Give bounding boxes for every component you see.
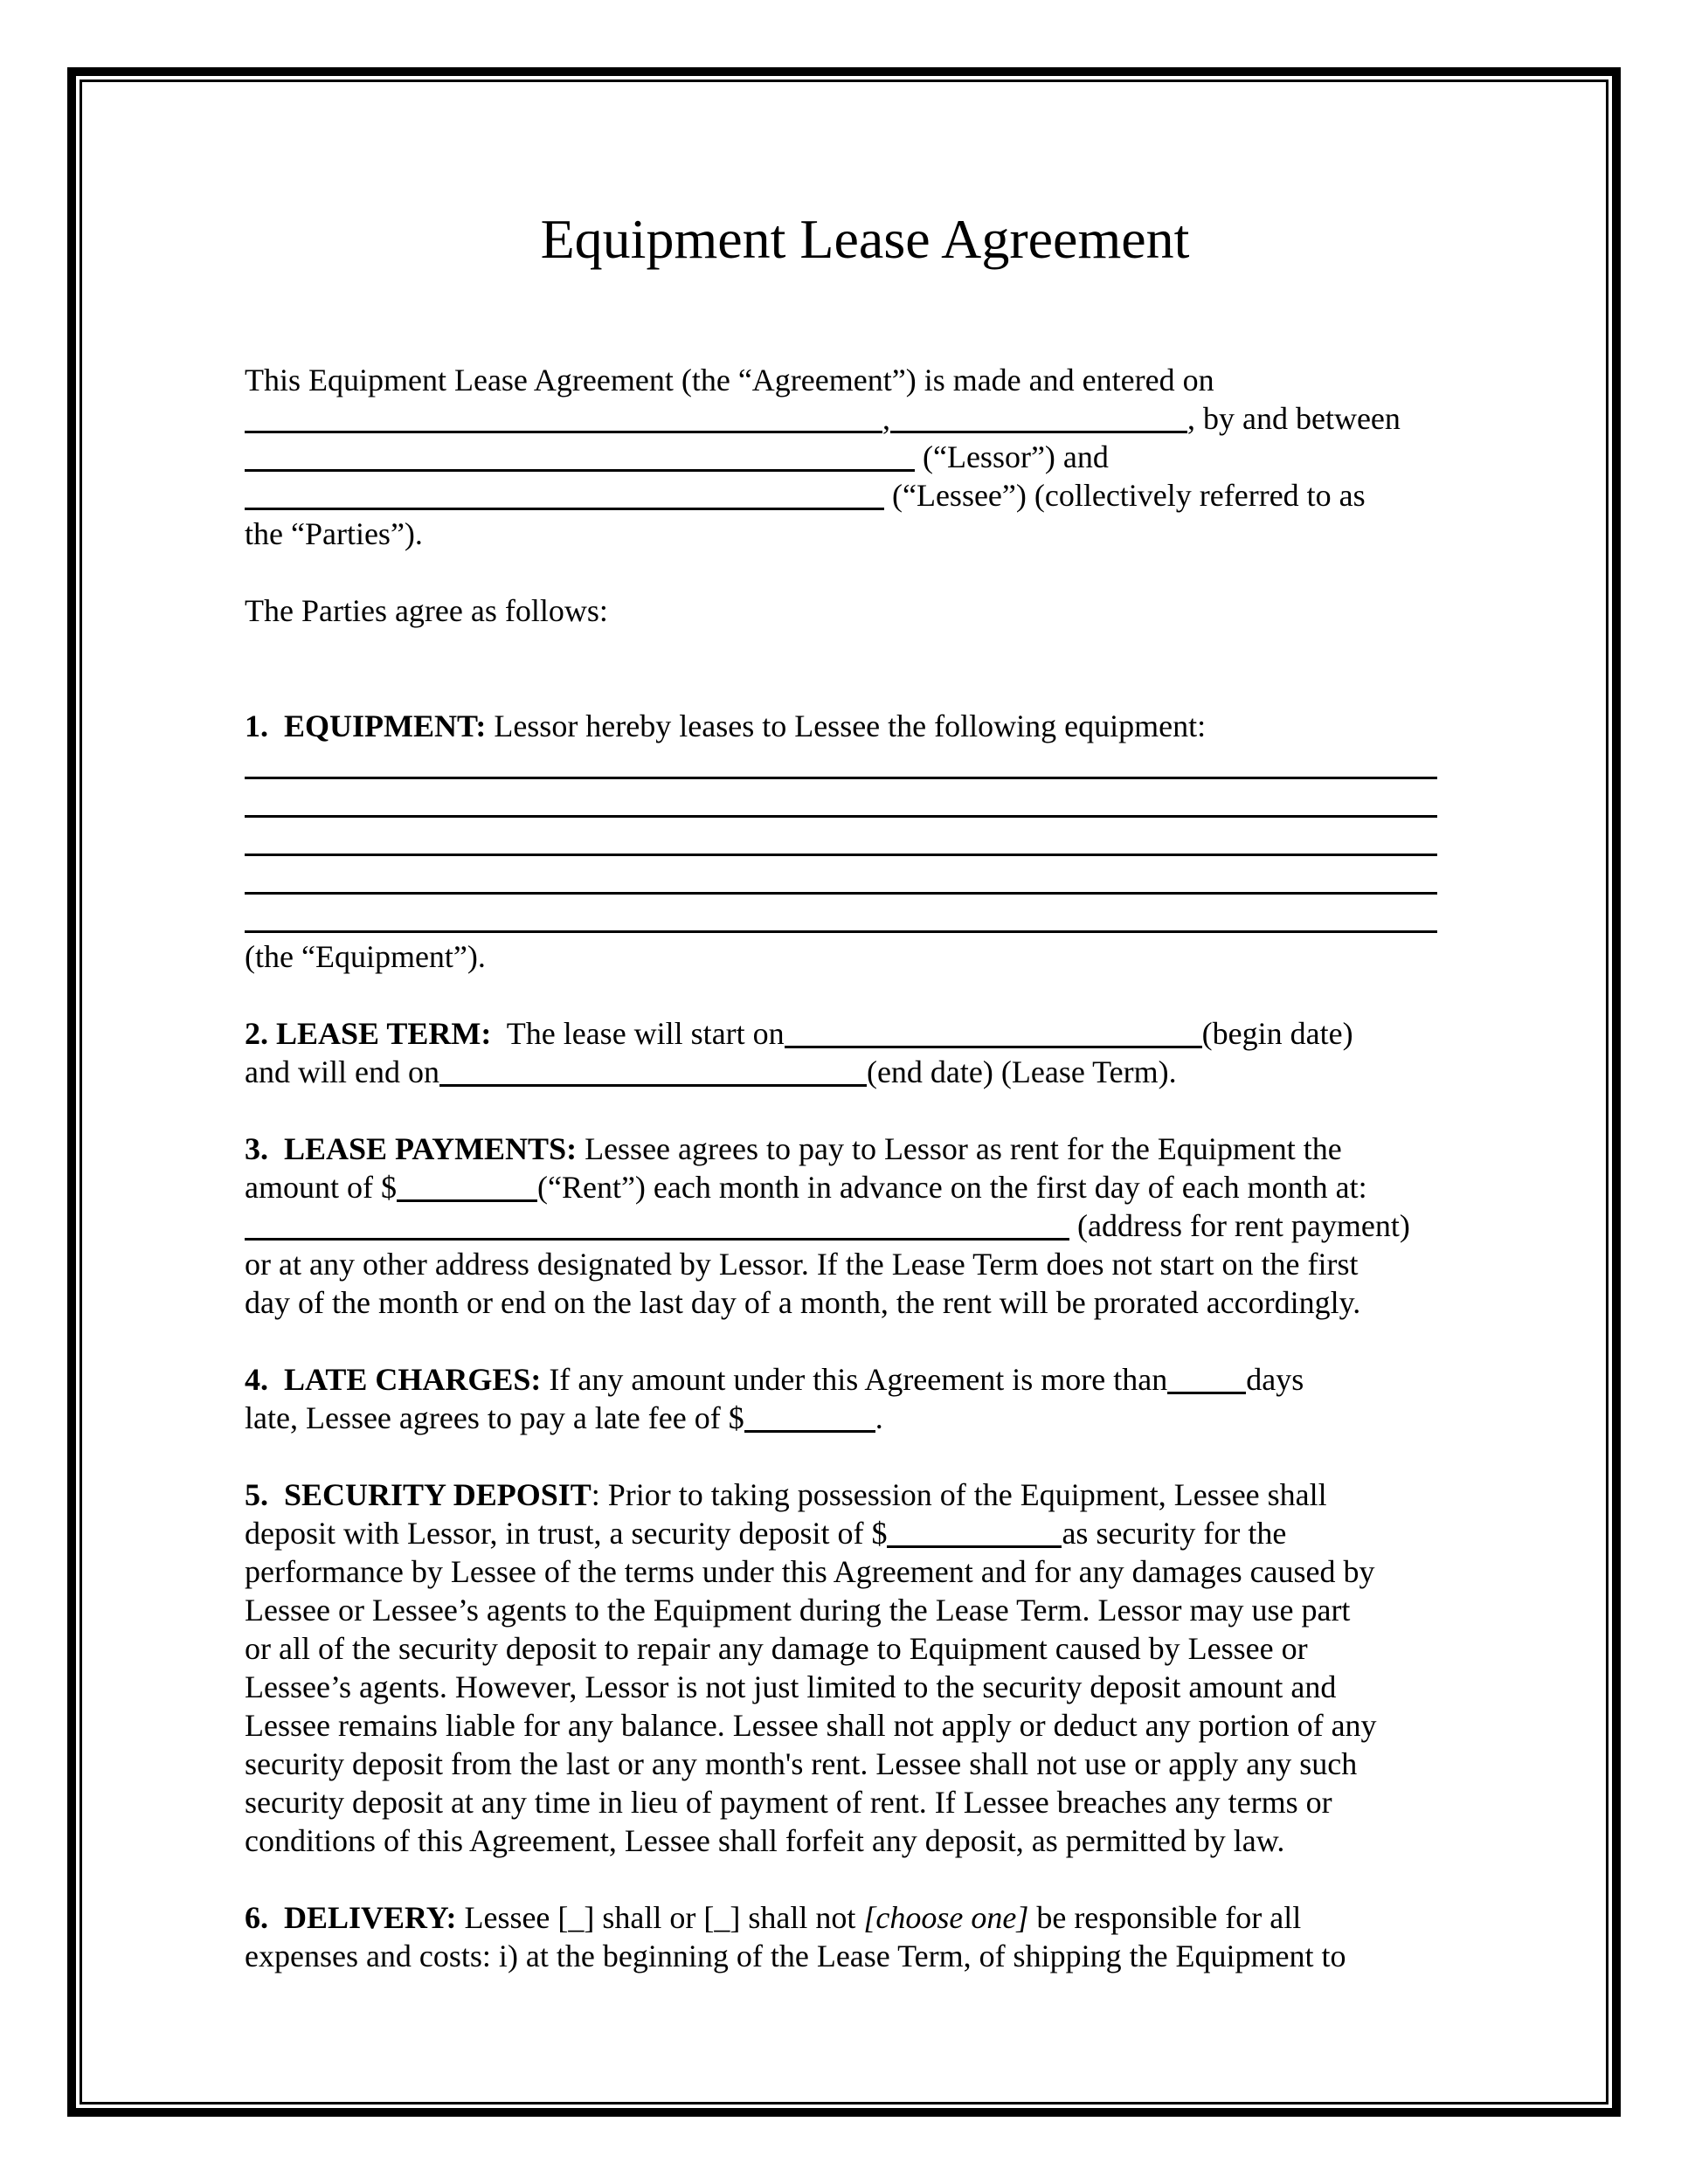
text-line bbox=[245, 1014, 1485, 1053]
text-run: [choose one] bbox=[863, 1900, 1029, 1935]
text-run: (address for rent payment) bbox=[1069, 1208, 1410, 1243]
text-run: (“Lessor”) and bbox=[915, 439, 1109, 474]
text-line bbox=[245, 784, 1485, 822]
text-run: (the “Equipment”). bbox=[245, 939, 486, 974]
text-run: (begin date) bbox=[1201, 1016, 1353, 1051]
text-line bbox=[245, 1591, 1485, 1629]
checkbox[interactable]: [_] bbox=[703, 1900, 741, 1935]
text-line bbox=[245, 399, 1485, 438]
text-line bbox=[245, 937, 1485, 976]
section-heading-text: 5. SECURITY DEPOSIT bbox=[245, 1477, 591, 1512]
text-run: the “Parties”). bbox=[245, 516, 423, 551]
text-run: be responsible for all bbox=[1028, 1900, 1302, 1935]
fill-in-blank[interactable] bbox=[1167, 1365, 1246, 1394]
text-run: Lessee agrees to pay to Lessor as rent for the Equipment the bbox=[577, 1131, 1342, 1166]
fill-in-blank[interactable] bbox=[245, 1212, 1069, 1241]
paragraph-section-2-lease-term bbox=[245, 1014, 1485, 1091]
fill-in-blank[interactable] bbox=[744, 1404, 875, 1433]
paragraph-section-4-late-charges bbox=[245, 1360, 1485, 1437]
text-run: Lessee’s agents. However, Lessor is not just limited to the security deposit amount and bbox=[245, 1669, 1337, 1704]
text-line bbox=[245, 1476, 1485, 1514]
paragraph-section-1-equipment bbox=[245, 707, 1485, 976]
text-line bbox=[245, 1130, 1485, 1168]
fill-in-blank[interactable] bbox=[245, 866, 1437, 895]
text-line bbox=[245, 515, 1485, 553]
text-line bbox=[245, 1399, 1485, 1437]
fill-in-blank[interactable] bbox=[245, 789, 1437, 818]
text-line bbox=[245, 1168, 1485, 1206]
fill-in-blank[interactable] bbox=[245, 827, 1437, 856]
text-line bbox=[245, 1821, 1485, 1860]
text-run: Lessee or Lessee’s agents to the Equipment during the Lease Term. Lessor may use part bbox=[245, 1593, 1351, 1628]
text-line bbox=[245, 1514, 1485, 1552]
text-line bbox=[245, 1783, 1485, 1821]
text-line bbox=[245, 1706, 1485, 1745]
fill-in-blank[interactable] bbox=[887, 1519, 1062, 1548]
text-line bbox=[245, 707, 1485, 745]
text-run: security deposit at any time in lieu of payment of rent. If Lessee breaches any terms or bbox=[245, 1785, 1332, 1820]
document-title: Equipment Lease Agreement bbox=[540, 208, 1190, 270]
text-line bbox=[245, 1245, 1485, 1283]
text-line bbox=[245, 1629, 1485, 1668]
fill-in-blank[interactable] bbox=[245, 404, 882, 433]
fill-in-blank[interactable] bbox=[785, 1019, 1202, 1048]
text-run: (“Rent”) each month in advance on the first day of each month at: bbox=[536, 1170, 1367, 1205]
text-run: , by and between bbox=[1187, 401, 1401, 436]
text-line bbox=[245, 745, 1485, 784]
text-run: conditions of this Agreement, Lessee shall forfeit any deposit, as permitted by law. bbox=[245, 1823, 1285, 1858]
text-run: The Parties agree as follows: bbox=[245, 593, 608, 628]
section-heading-text: 1. EQUIPMENT: bbox=[245, 708, 487, 743]
fill-in-blank[interactable] bbox=[439, 1058, 867, 1087]
text-run: or at any other address designated by Lessor. If the Lease Term does not start on the first bbox=[245, 1247, 1359, 1282]
fill-in-blank[interactable] bbox=[245, 443, 915, 472]
checkbox[interactable]: [_] bbox=[557, 1900, 595, 1935]
fill-in-blank[interactable] bbox=[245, 904, 1437, 933]
text-run: The lease will start on bbox=[491, 1016, 785, 1051]
text-run: day of the month or end on the last day of a month, the rent will be prorated accordingly. bbox=[245, 1285, 1361, 1320]
text-run: This Equipment Lease Agreement (the “Agreement”) is made and entered on bbox=[245, 363, 1214, 397]
paragraph-section-6-delivery bbox=[245, 1898, 1485, 1975]
text-line bbox=[245, 1745, 1485, 1783]
text-run: Lessor hereby leases to Lessee the following equipment: bbox=[486, 708, 1207, 743]
fill-in-blank[interactable] bbox=[245, 750, 1437, 779]
fill-in-blank[interactable] bbox=[397, 1173, 537, 1202]
section-heading-text: 3. LEASE PAYMENTS: bbox=[245, 1131, 578, 1166]
text-run: or all of the security deposit to repair any damage to Equipment caused by Lessee or bbox=[245, 1631, 1308, 1666]
text-run: If any amount under this Agreement is more than bbox=[541, 1362, 1168, 1397]
fill-in-blank[interactable] bbox=[245, 481, 884, 510]
text-run: Lessee bbox=[456, 1900, 558, 1935]
text-run: deposit with Lessor, in trust, a security deposit of $ bbox=[245, 1516, 888, 1551]
document-page bbox=[245, 205, 1485, 1975]
paragraph-parties-agree bbox=[245, 591, 1485, 630]
text-line bbox=[245, 1360, 1485, 1399]
text-run: (“Lessee”) (collectively referred to as bbox=[884, 478, 1366, 513]
text-line bbox=[245, 1898, 1485, 1937]
text-run: as security for the bbox=[1062, 1516, 1287, 1551]
fill-in-blank[interactable] bbox=[890, 404, 1187, 433]
text-run: shall not bbox=[740, 1900, 864, 1935]
text-run: : Prior to taking possession of the Equipment, Lessee shall bbox=[591, 1477, 1327, 1512]
paragraph-intro bbox=[245, 361, 1485, 553]
text-line bbox=[245, 822, 1485, 860]
text-run: and will end on bbox=[245, 1054, 439, 1089]
text-line bbox=[245, 1937, 1485, 1975]
text-run: (end date) (Lease Term). bbox=[866, 1054, 1177, 1089]
text-line bbox=[245, 1053, 1485, 1091]
text-line bbox=[245, 1668, 1485, 1706]
text-line bbox=[245, 438, 1485, 476]
section-heading-text: 4. LATE CHARGES: bbox=[245, 1362, 542, 1397]
text-line bbox=[245, 1206, 1485, 1245]
text-run: shall or bbox=[594, 1900, 704, 1935]
text-line bbox=[245, 361, 1485, 399]
text-run: , bbox=[882, 401, 890, 436]
text-run: amount of $ bbox=[245, 1170, 397, 1205]
text-line bbox=[245, 1552, 1485, 1591]
text-run: days bbox=[1246, 1362, 1304, 1397]
text-line bbox=[245, 591, 1485, 630]
section-heading-text: 2. LEASE TERM: bbox=[245, 1016, 492, 1051]
paragraph-section-3-lease-payments bbox=[245, 1130, 1485, 1322]
text-line bbox=[245, 1283, 1485, 1322]
text-run: Lessee remains liable for any balance. Lessee shall not apply or deduct any portion of any bbox=[245, 1708, 1377, 1743]
paragraph-section-5-security-deposit bbox=[245, 1476, 1485, 1860]
text-line bbox=[245, 476, 1485, 515]
text-run: expenses and costs: i) at the beginning of the Lease Term, of shipping the Equipment to bbox=[245, 1939, 1346, 1973]
text-run: late, Lessee agrees to pay a late fee of $ bbox=[245, 1400, 744, 1435]
section-heading-text: 6. DELIVERY: bbox=[245, 1900, 457, 1935]
text-run: . bbox=[875, 1400, 883, 1435]
text-line bbox=[245, 899, 1485, 937]
text-line bbox=[245, 860, 1485, 899]
text-run: performance by Lessee of the terms under this Agreement and for any damages caused by bbox=[245, 1554, 1375, 1589]
document-body bbox=[245, 361, 1485, 1975]
text-run: security deposit from the last or any month's rent. Lessee shall not use or apply any such bbox=[245, 1746, 1358, 1781]
